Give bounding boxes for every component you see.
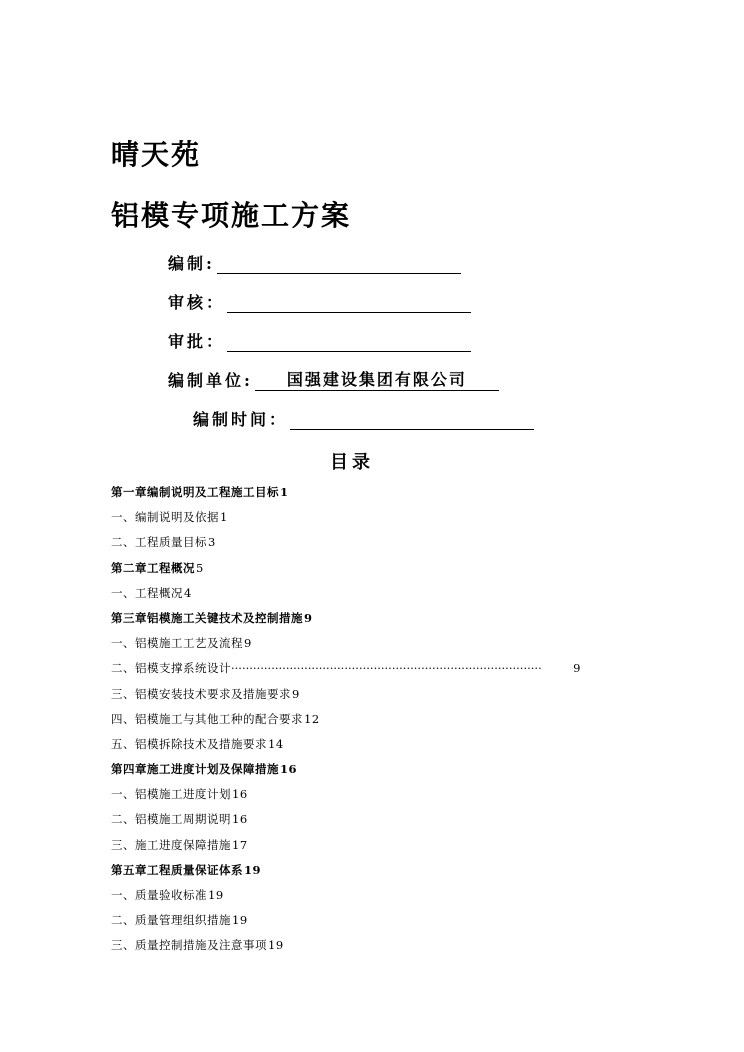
- toc-item[interactable]: 二、工程质量目标3: [111, 535, 216, 550]
- toc-item[interactable]: 三、质量控制措施及注意事项19: [111, 938, 284, 953]
- compiled-by-label: 编制:: [168, 254, 215, 273]
- toc-item[interactable]: 第三章铝模施工关键技术及控制措施9: [111, 610, 313, 625]
- approved-by-label: 审批：: [168, 332, 226, 351]
- time-field: [193, 409, 534, 430]
- toc-item[interactable]: 三、施工进度保障措施17: [111, 837, 248, 852]
- compiled-by-line: [217, 253, 461, 274]
- toc-item[interactable]: 一、质量验收标准19: [111, 888, 224, 902]
- toc-item[interactable]: 一、工程概况4: [111, 585, 192, 600]
- toc-item[interactable]: 二、铝模支撑系统设计 ····················································································· 9: [111, 659, 581, 684]
- toc-item[interactable]: 五、铝模拆除技术及措施要求14: [111, 736, 284, 751]
- toc-item[interactable]: 第四章施工进度计划及保障措施16: [111, 762, 298, 777]
- toc-heading: 目录: [330, 452, 374, 473]
- project-name: 晴天苑: [111, 138, 202, 171]
- toc-leader-dots: ·····················································································: [231, 661, 542, 676]
- reviewed-by-line: [227, 292, 471, 313]
- toc-item[interactable]: 三、铝模安装技术要求及措施要求9: [111, 686, 300, 701]
- reviewed-by-label: 审核：: [168, 293, 226, 312]
- toc-item[interactable]: 二、铝模施工周期说明16: [111, 812, 248, 827]
- unit-label: 编制单位:: [168, 371, 253, 390]
- time-line: [290, 409, 534, 430]
- toc-item[interactable]: 一、铝模施工工艺及流程9: [111, 636, 252, 651]
- toc-item[interactable]: 一、编制说明及依据1: [111, 510, 228, 525]
- toc-item[interactable]: 第一章编制说明及工程施工目标1: [111, 485, 289, 499]
- toc-item[interactable]: 第五章工程质量保证体系19: [111, 862, 262, 877]
- approved-by-line: [227, 331, 471, 352]
- reviewed-by-field: [168, 292, 471, 313]
- approved-by-field: [168, 331, 471, 352]
- unit-value: 国强建设集团有限公司: [255, 370, 499, 391]
- time-label: 编制时间：: [193, 410, 289, 429]
- toc-item[interactable]: 二、质量管理组织措施19: [111, 913, 248, 928]
- unit-field: [168, 370, 499, 391]
- table-of-contents: [111, 483, 591, 962]
- plan-title: 铝模专项施工方案: [111, 199, 352, 232]
- toc-item[interactable]: 第二章工程概况5: [111, 560, 204, 575]
- compiled-by-field: [168, 253, 461, 274]
- toc-item[interactable]: 四、铝模施工与其他工种的配合要求12: [111, 711, 320, 726]
- toc-item[interactable]: 一、铝模施工进度计划16: [111, 787, 248, 802]
